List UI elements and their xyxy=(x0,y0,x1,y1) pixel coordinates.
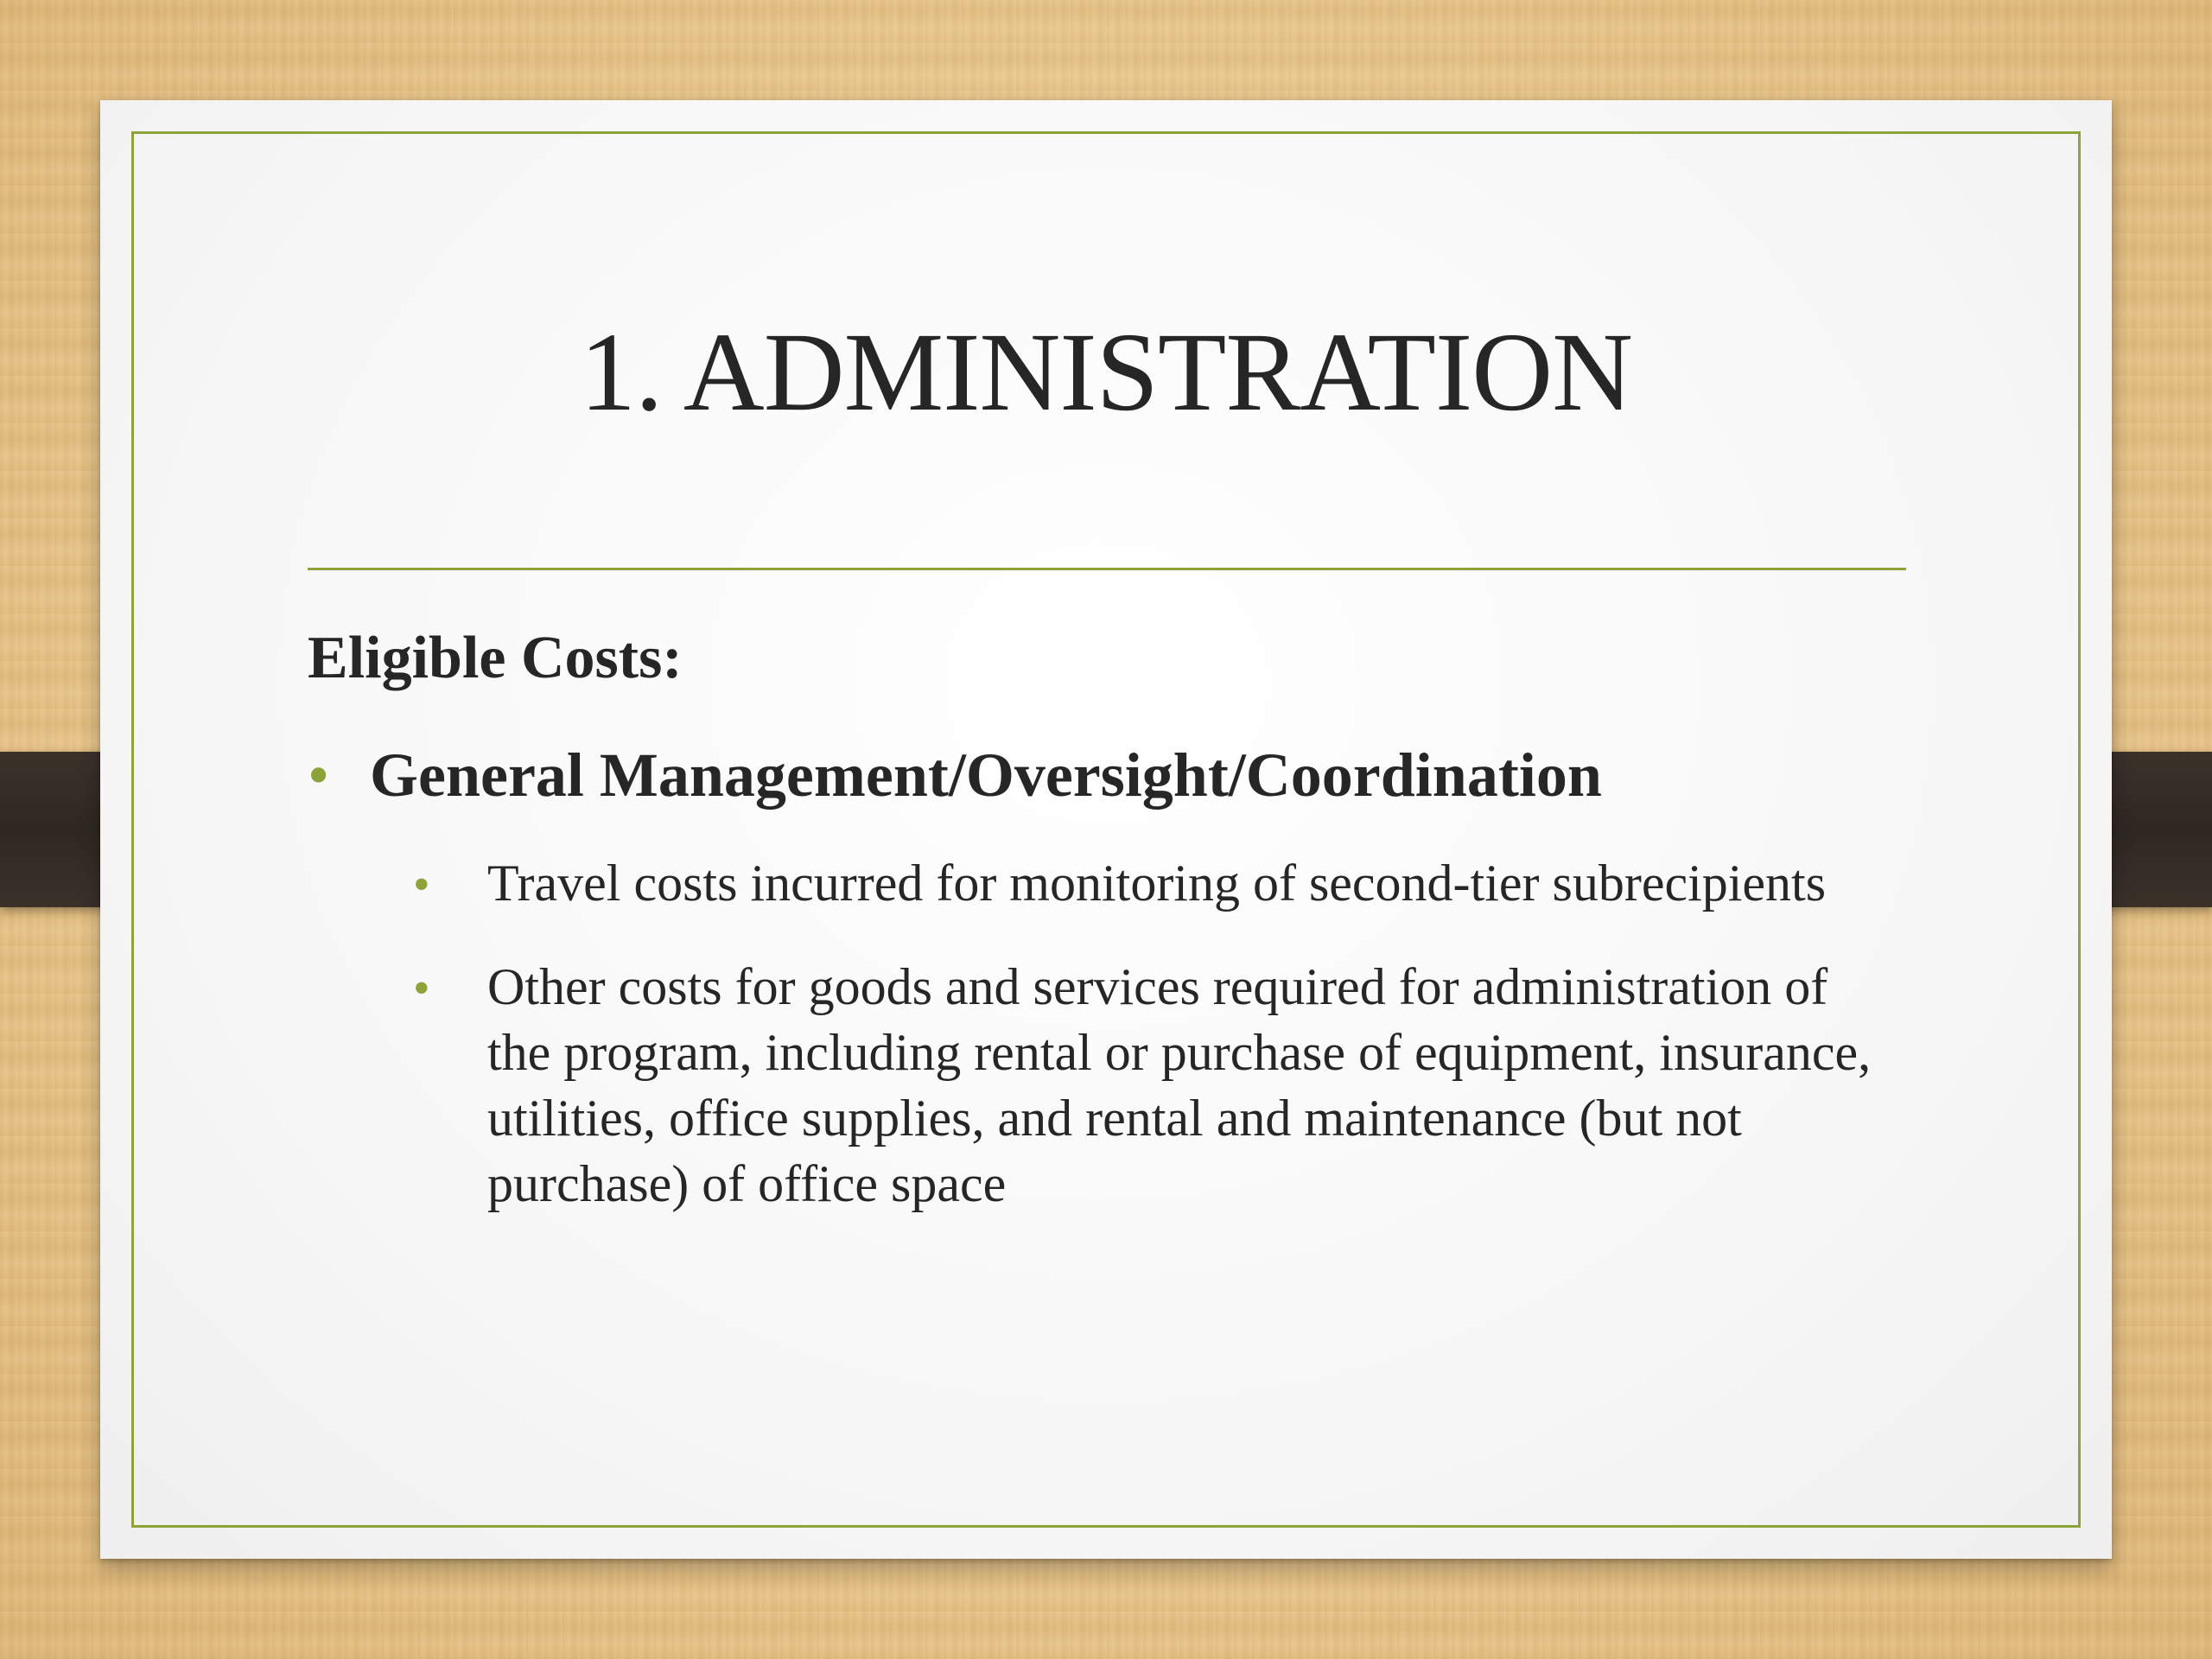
sub-bullet-item xyxy=(413,850,1882,918)
sub-bullet-marker: • xyxy=(413,858,430,912)
sub-bullet-text: Travel costs incurred for monitoring of second-tier subrecipients xyxy=(487,855,1827,912)
bullet-main xyxy=(308,738,2036,812)
bullet-marker: • xyxy=(308,741,330,810)
title-divider xyxy=(308,568,1906,570)
sub-bullet-item xyxy=(413,954,1882,1217)
slide-title: 1. ADMINISTRATION xyxy=(580,310,1632,435)
sub-bullet-list xyxy=(413,850,1882,1253)
section-heading: Eligible Costs: xyxy=(308,625,683,691)
slide-card xyxy=(100,100,2112,1559)
bullet-main-text: General Management/Oversight/Coordination xyxy=(370,741,1602,810)
sub-bullet-text: Other costs for goods and services required for administration of the program, including rental or purchase of equipment, insurance, utilities, office supplies, and rental and maintenance (but not purchase) of office space xyxy=(487,958,1872,1212)
sub-bullet-marker: • xyxy=(413,962,430,1015)
